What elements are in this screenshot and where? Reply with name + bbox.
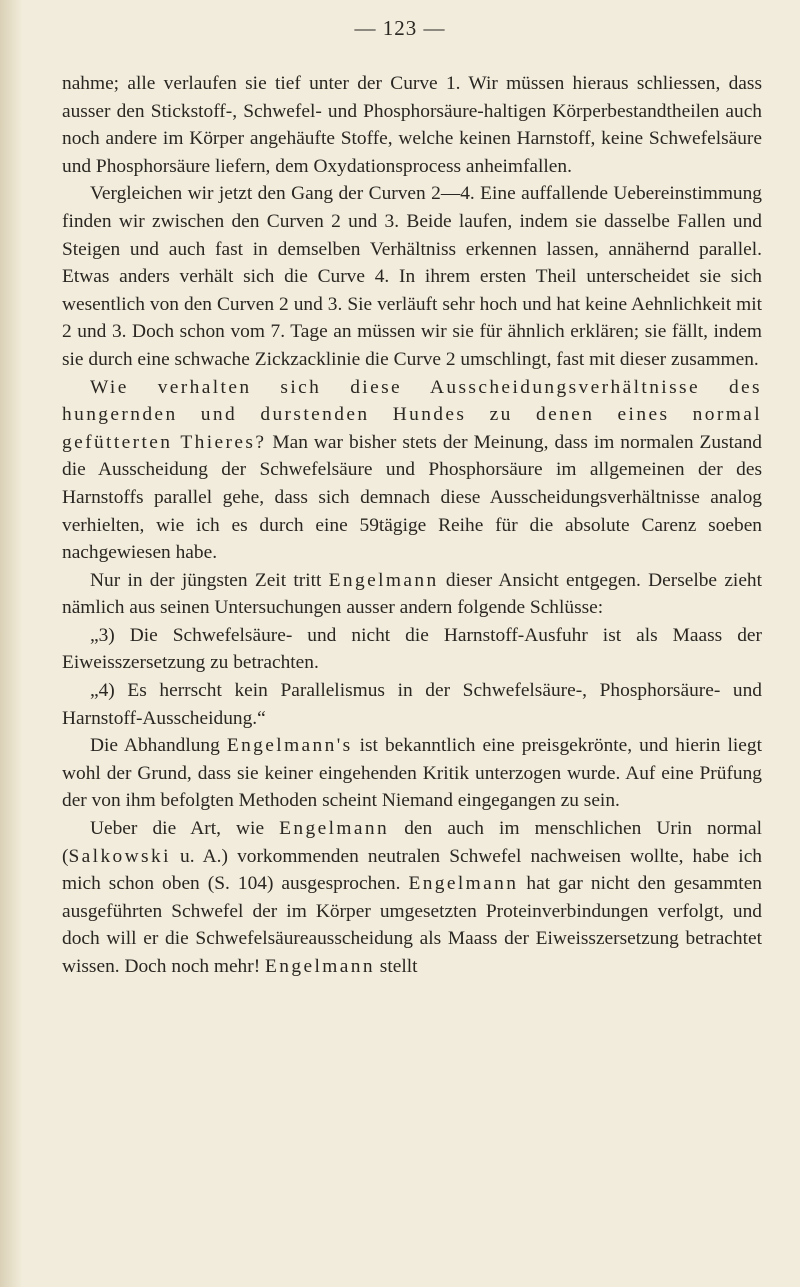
page-binding-edge	[0, 0, 22, 1287]
spaced-emphasis-text: Engelmann	[408, 873, 519, 895]
paragraph-text: Die Abhandlung	[90, 735, 227, 757]
paragraph-text: „4) Es herrscht kein Parallelismus in der Schwefelsäure-, Phosphorsäure- und Harnstoff-Ausscheidung.“	[62, 680, 762, 729]
page-number: — 123 —	[354, 16, 446, 40]
paragraph-p4	[62, 567, 762, 622]
paragraph-p5	[62, 622, 762, 677]
paragraph-p2	[62, 180, 762, 373]
paragraph-p8	[62, 815, 762, 981]
spaced-emphasis-text: Wie verhalten sich diese Ausscheidungsverhältnisse des hungernden und durstenden Hundes zu denen eines normal gefütterten Thieres?	[62, 376, 762, 453]
paragraph-text: den auch im menschlichen Urin normal (	[62, 818, 762, 867]
paragraph-text: u. A.) vorkommenden neutralen Schwefel nachweisen wollte, habe ich mich schon oben (S. 104) ausgesprochen.	[62, 845, 762, 895]
paragraph-text: hat gar nicht den gesammten ausgeführten Schwefel der im Körper umgesetzten Proteinverbindungen verfolgt, und doch will er die Schwefelsäureausscheidung als Maass der Eiweisszersetzung betrachtet wissen. Doch noch mehr!	[62, 873, 762, 977]
paragraph-text: dieser Ansicht entgegen. Derselbe zieht nämlich aus seinen Untersuchungen ausser andern folgende Schlüsse:	[62, 569, 763, 619]
paragraph-p1	[62, 70, 762, 180]
spaced-emphasis-text: Engelmann	[328, 569, 439, 591]
paragraph-text: stellt	[374, 956, 418, 977]
paragraph-p3	[62, 374, 762, 567]
paragraph-text: Ueber die Art, wie	[90, 818, 280, 840]
spaced-emphasis-text: Salkowski	[68, 845, 171, 867]
paragraph-text: „3) Die Schwefelsäure- und nicht die Harnstoff-Ausfuhr ist als Maass der Eiweisszersetzung zu betrachten.	[62, 624, 762, 674]
body-text	[62, 70, 762, 981]
paragraph-text: ist bekanntlich eine preisgekrönte, und hierin liegt wohl der Grund, dass sie keiner eingehenden Kritik unterzogen wurde. Auf eine Prüfung der von ihm befolgten Methoden scheint Niemand eingegangen zu sein.	[62, 735, 762, 812]
paragraph-p7	[62, 732, 762, 815]
paragraph-text: Vergleichen wir jetzt den Gang der Curven 2—4. Eine auffallende Uebereinstimmung finden wir zwischen den Curven 2 und 3. Beide laufen, indem sie dasselbe Fallen und Steigen und auch fast in demselben Verhältniss erkennen lassen, annähernd parallel. Etwas anders verhält sich die Curve 4. In ihrem ersten Theil unterscheidet sie sich wesentlich von den Curven 2 und 3. Sie verläuft sehr hoch und hat keine Aehnlichkeit mit 2 und 3. Doch schon vom 7. Tage an müssen wir sie für ähnlich erklären; sie fällt, indem sie durch eine schwache Zickzacklinie die Curve 2 umschlingt, fast mit dieser zusammen.	[62, 183, 762, 370]
spaced-emphasis-text: Engelmann	[265, 956, 375, 977]
paragraph-text: Man war bisher stets der Meinung, dass im normalen Zustand die Ausscheidung der Schwefelsäure und Phosphorsäure im allgemeinen der des Harnstoffs parallel gehe, dass sich demnach diese Ausscheidungsverhältnisse analog verhielten, wie ich es durch eine 59tägige Reihe für die absolute Carenz soeben nachgewiesen habe.	[62, 431, 762, 564]
spaced-emphasis-text: Engelmann's	[226, 735, 353, 757]
paragraph-text: Nur in der jüngsten Zeit tritt	[90, 569, 329, 591]
paragraph-text: nahme; alle verlaufen sie tief unter der Curve 1. Wir müssen hieraus schliessen, dass ausser den Stickstoff-, Schwefel- und Phosphorsäure-haltigen Körperbestandtheilen auch noch andere im Körper angehäufte Stoffe, welche keinen Harnstoff, keine Schwefelsäure und Phosphorsäure liefern, dem Oxydationsprocess anheimfallen.	[62, 73, 762, 177]
spaced-emphasis-text: Engelmann	[279, 818, 390, 840]
paragraph-p6	[62, 677, 762, 732]
